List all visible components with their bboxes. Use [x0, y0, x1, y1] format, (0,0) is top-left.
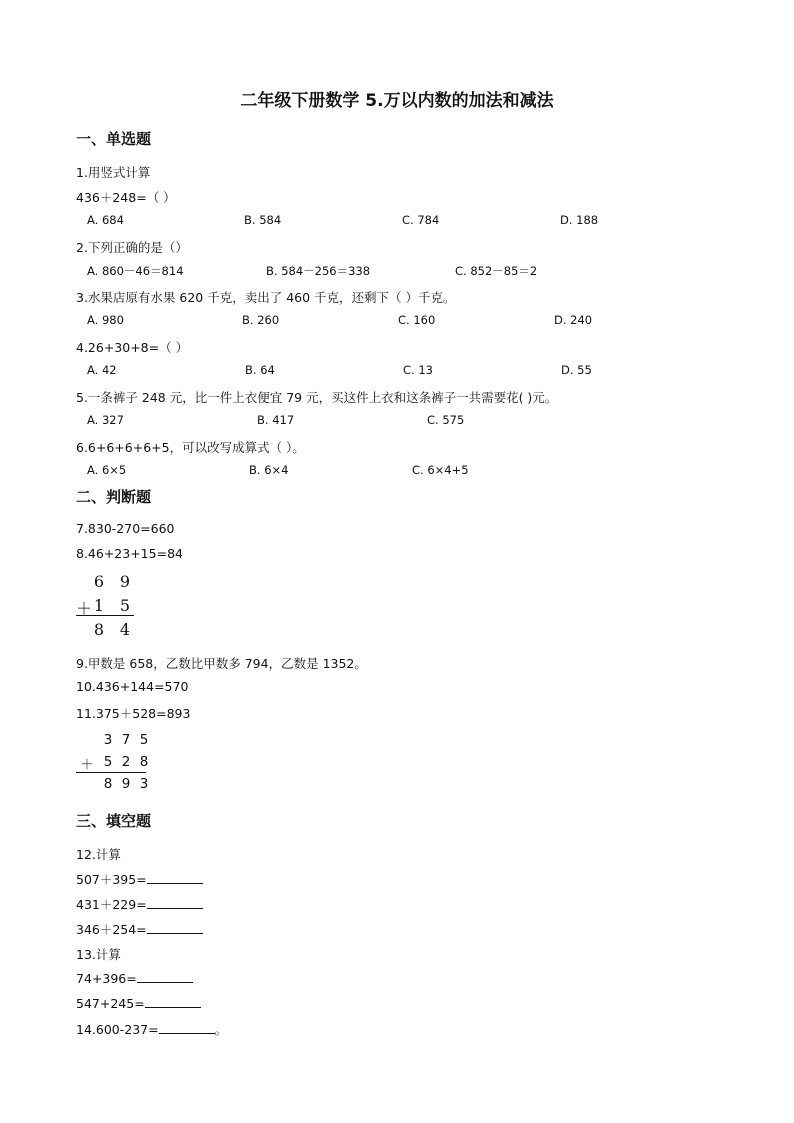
v8-row3-tens: 8 — [93, 620, 105, 639]
question-8: 8.46+23+15=84 — [76, 546, 183, 561]
option-6c[interactable]: C. 6×4+5 — [412, 463, 469, 477]
answer-blank-14[interactable] — [159, 1021, 215, 1034]
option-4d[interactable]: D. 55 — [561, 363, 592, 377]
vertical-calc-q8 — [76, 572, 146, 642]
question-12b-expression: 431＋229= — [76, 897, 147, 912]
v8-row1-tens: 6 — [93, 572, 105, 591]
question-12b — [76, 895, 203, 913]
v11-row2-hundreds: 5 — [103, 754, 113, 770]
answer-blank-12b[interactable] — [147, 896, 203, 909]
option-3c[interactable]: C. 160 — [398, 313, 436, 327]
question-13: 13.计算 — [76, 947, 121, 962]
question-12c — [76, 920, 203, 938]
option-6a[interactable]: A. 6×5 — [87, 463, 127, 477]
page-title: 二年级下册数学 5.万以内数的加法和减法 — [240, 91, 554, 111]
v8-row1-ones: 9 — [119, 572, 131, 591]
v8-plus-sign: ＋ — [76, 599, 93, 618]
answer-blank-12c[interactable] — [147, 921, 203, 934]
question-1: 1.用竖式计算 — [76, 165, 151, 180]
section-heading-true-false: 二、判断题 — [76, 488, 152, 506]
question-3: 3.水果店原有水果 620 千克，卖出了 460 千克，还剩下（ ）千克。 — [76, 290, 456, 305]
section-heading-fill-blank: 三、填空题 — [76, 812, 152, 830]
question-7: 7.830-270=660 — [76, 521, 175, 536]
option-2a[interactable]: A. 860－46＝814 — [87, 264, 184, 278]
section-heading-single-choice: 一、单选题 — [76, 130, 152, 148]
v11-row1-tens: 7 — [121, 732, 131, 748]
v11-row3-hundreds: 8 — [103, 776, 113, 792]
question-5: 5.一条裤子 248 元，比一件上衣便宜 79 元，买这件上衣和这条裤子一共需要花( )元。 — [76, 390, 558, 405]
option-2c[interactable]: C. 852－85＝2 — [455, 264, 538, 278]
option-4b[interactable]: B. 64 — [245, 363, 275, 377]
question-13a — [76, 970, 193, 986]
v11-row1-hundreds: 3 — [103, 732, 113, 748]
answer-blank-13b[interactable] — [145, 995, 201, 1008]
question-1-expression: 436＋248=（ ） — [76, 190, 176, 205]
question-12c-expression: 346＋254= — [76, 922, 147, 937]
question-14-end: 。 — [214, 1022, 228, 1037]
question-13b — [76, 995, 201, 1011]
v8-row2-ones: 5 — [119, 596, 131, 615]
option-1a[interactable]: A. 684 — [87, 213, 124, 227]
question-4: 4.26+30+8=（ ） — [76, 340, 189, 355]
question-11: 11.375＋528=893 — [76, 706, 191, 721]
question-6: 6.6+6+6+6+5，可以改写成算式（ ）。 — [76, 440, 305, 455]
option-1c[interactable]: C. 784 — [402, 213, 440, 227]
v11-plus-sign: ＋ — [80, 757, 94, 773]
question-14 — [76, 1020, 227, 1038]
option-5c[interactable]: C. 575 — [427, 413, 465, 427]
question-12a-expression: 507＋395= — [76, 872, 147, 887]
v11-row2-tens: 2 — [121, 754, 131, 770]
vertical-calc-q11 — [76, 732, 156, 796]
question-13a-expression: 74+396= — [76, 971, 137, 986]
option-4a[interactable]: A. 42 — [87, 363, 117, 377]
option-4c[interactable]: C. 13 — [403, 363, 433, 377]
question-12: 12.计算 — [76, 847, 121, 862]
v8-row2-tens: 1 — [93, 596, 105, 615]
option-3b[interactable]: B. 260 — [242, 313, 280, 327]
option-1b[interactable]: B. 584 — [244, 213, 282, 227]
question-13b-expression: 547+245= — [76, 996, 145, 1011]
question-14-expression: 14.600-237= — [76, 1022, 159, 1037]
option-6b[interactable]: B. 6×4 — [249, 463, 289, 477]
option-1d[interactable]: D. 188 — [560, 213, 599, 227]
v11-row3-tens: 9 — [121, 776, 131, 792]
v11-row3-ones: 3 — [139, 776, 149, 792]
question-12a — [76, 870, 203, 888]
option-3a[interactable]: A. 980 — [87, 313, 124, 327]
answer-blank-13a[interactable] — [137, 970, 193, 983]
question-2: 2.下列正确的是（） — [76, 240, 188, 255]
answer-blank-12a[interactable] — [147, 871, 203, 884]
v11-row2-ones: 8 — [139, 754, 149, 770]
question-10: 10.436+144=570 — [76, 679, 189, 694]
question-9: 9.甲数是 658，乙数比甲数多 794，乙数是 1352。 — [76, 656, 367, 671]
v8-divider-line — [76, 615, 134, 616]
v11-divider-line — [76, 772, 146, 773]
option-5a[interactable]: A. 327 — [87, 413, 124, 427]
v8-row3-ones: 4 — [119, 620, 131, 639]
option-3d[interactable]: D. 240 — [554, 313, 593, 327]
option-2b[interactable]: B. 584－256＝338 — [266, 264, 371, 278]
v11-row1-ones: 5 — [139, 732, 149, 748]
option-5b[interactable]: B. 417 — [257, 413, 295, 427]
